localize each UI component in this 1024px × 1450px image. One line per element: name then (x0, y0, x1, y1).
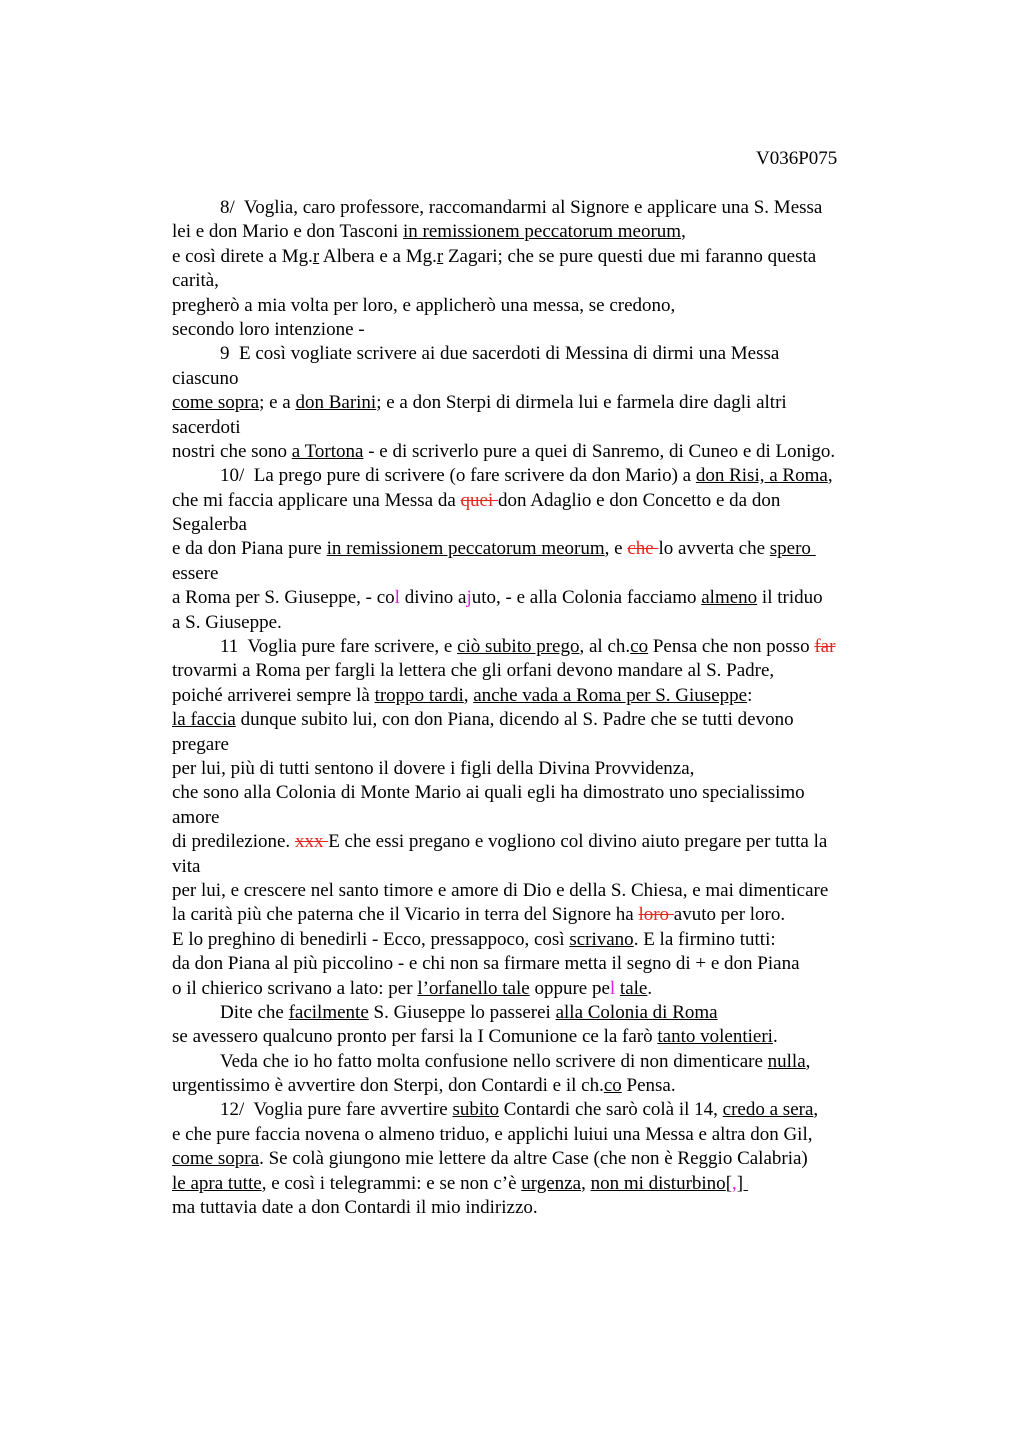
text-segment: , (581, 1172, 591, 1194)
text-segment: don Adaglio e don Concetto e da don (498, 489, 781, 511)
text-segment: 10/ La prego pure di scrivere (o fare scrivere da don Mario) a (220, 465, 696, 487)
text-segment: poiché arriverei sempre là (172, 684, 375, 706)
text-line (172, 684, 912, 708)
text-segment: oppure pe (529, 977, 610, 999)
text-segment: nostri che sono (172, 440, 292, 462)
underlined-text: in remissionem peccatorum meorum (403, 221, 682, 243)
text-line (172, 1074, 912, 1098)
text-segment: , (813, 1099, 819, 1121)
text-line (172, 440, 912, 464)
underlined-text: l’orfanello tale (417, 977, 530, 999)
text-segment: a Roma per S. Giuseppe, - co (172, 587, 395, 609)
text-segment: e così direte a Mg. (172, 245, 313, 267)
underlined-text: nulla (767, 1050, 806, 1072)
underlined-text: troppo tardi (374, 684, 464, 706)
text-segment: ; e a don Sterpi di dirmela lui e farmela dire dagli altri (376, 392, 787, 414)
text-line (172, 977, 912, 1001)
text-segment: urgentissimo è avvertire don Sterpi, don Contardi e il ch. (172, 1075, 604, 1097)
underlined-text: r (312, 245, 320, 267)
text-segment: vita (172, 855, 201, 877)
text-segment: 12/ Voglia pure fare avvertire (220, 1099, 453, 1121)
text-line (172, 1123, 912, 1147)
text-line (172, 1147, 912, 1171)
text-segment: e da don Piana pure (172, 538, 327, 560)
text-segment: Pensa. (621, 1075, 676, 1097)
underlined-text: don Risi, a Roma (695, 465, 828, 487)
text-segment: . (772, 1026, 778, 1048)
text-segment: Segalerba (172, 514, 247, 536)
underlined-text: credo a sera (722, 1099, 814, 1121)
underlined-text: anche vada a Roma per S. Giuseppe (473, 684, 748, 706)
underlined-text: don Barini (295, 392, 377, 414)
text-line (172, 1025, 912, 1049)
text-line (172, 1172, 912, 1196)
underlined-text: r (436, 245, 444, 267)
text-segment: , (681, 221, 686, 243)
text-line (172, 245, 912, 269)
text-segment: , e (604, 538, 628, 560)
text-line (172, 1001, 912, 1025)
underlined-text: almeno (701, 587, 758, 609)
underlined-text: spero (769, 538, 816, 560)
letter-body (172, 196, 912, 1220)
text-line (172, 830, 912, 854)
text-segment: : (747, 684, 753, 706)
text-segment: da don Piana al più piccolino - e chi non sa firmare metta il segno di + e don Piana (172, 953, 800, 975)
text-segment: , (805, 1050, 811, 1072)
text-segment: di predilezione. (172, 831, 295, 853)
text-segment: secondo loro intenzione - (172, 318, 365, 340)
underlined-text: facilmente (288, 1001, 369, 1023)
text-line (172, 367, 912, 391)
text-segment: lo avverta che (658, 538, 770, 560)
text-segment: ciascuno (172, 367, 239, 389)
text-line (172, 708, 912, 732)
text-line (172, 659, 912, 683)
text-segment: . E la firmino tutti: (633, 928, 776, 950)
inserted-text: j (466, 587, 472, 609)
text-segment: , al ch. (579, 636, 631, 658)
text-segment: - e di scriverlo pure a quei di Sanremo, di Cuneo e di Lonigo. (363, 440, 836, 462)
text-segment: dunque subito lui, con don Piana, dicendo al S. Padre che se tutti devono (235, 709, 794, 731)
text-segment: per lui, e crescere nel santo timore e amore di Dio e della S. Chiesa, e mai dimenticare (172, 879, 829, 901)
text-segment: S. Giuseppe lo passerei (368, 1001, 556, 1023)
inserted-text: , (732, 1172, 737, 1194)
deleted-text: far (814, 636, 836, 658)
text-segment: e che pure faccia novena o almeno triduo, e applichi luiui una Messa e altra don Gil, (172, 1123, 813, 1145)
text-line (172, 928, 912, 952)
underlined-text: ] (736, 1172, 748, 1194)
text-line (172, 220, 912, 244)
text-segment: lei e don Mario e don Tasconi (172, 221, 404, 243)
underlined-text: scrivano (569, 928, 634, 950)
text-line (172, 903, 912, 927)
text-segment: . (647, 977, 653, 999)
text-line (172, 781, 912, 805)
underlined-text: non mi disturbino (590, 1172, 726, 1194)
underlined-text: a Tortona (291, 440, 364, 462)
text-segment: 9 E così vogliate scrivere ai due sacerdoti di Messina di dirmi una Messa (220, 343, 780, 365)
underlined-text: le apra tutte (172, 1172, 262, 1194)
text-line (172, 1196, 912, 1220)
underlined-text: alla Colonia di Roma (555, 1001, 718, 1023)
text-segment: , (827, 465, 833, 487)
text-line (172, 269, 912, 293)
text-segment: carità, (172, 270, 219, 292)
text-segment: o il chierico scrivano a lato: per (172, 977, 418, 999)
text-segment: che sono alla Colonia di Monte Mario ai quali egli ha dimostrato uno specialissimo (172, 782, 805, 804)
text-segment: pregherò a mia volta per loro, e applicherò una messa, se credono, (172, 294, 676, 316)
text-line (172, 416, 912, 440)
text-segment: se avessero qualcuno pronto per farsi la I Comunione ce la farò (172, 1026, 658, 1048)
text-segment: che mi faccia applicare una Messa da (172, 489, 461, 511)
text-line (172, 196, 912, 220)
text-line (172, 342, 912, 366)
text-segment: a S. Giuseppe. (172, 611, 282, 633)
text-line (172, 586, 912, 610)
underlined-text: ciò subito prego (457, 636, 580, 658)
text-segment: divino a (399, 587, 467, 609)
text-line (172, 611, 912, 635)
text-line (172, 464, 912, 488)
underlined-text: [ (725, 1172, 733, 1194)
deleted-text: loro (638, 904, 674, 926)
text-line (172, 562, 912, 586)
text-line (172, 513, 912, 537)
text-segment: 8/ Voglia, caro professore, raccomandarmi al Signore e applicare una S. Messa (220, 197, 823, 218)
text-segment: la carità più che paterna che il Vicario in terra del Signore ha (172, 904, 639, 926)
text-segment: trovarmi a Roma per fargli la lettera che gli orfani devono mandare al S. Padre, (172, 660, 775, 682)
text-segment: Veda che io ho fatto molta confusione nello scrivere di non dimenticare (220, 1050, 768, 1072)
text-segment: E che essi pregano e vogliono col divino aiuto pregare per tutta la (328, 831, 828, 853)
text-segment: ma tuttavia date a don Contardi il mio indirizzo. (172, 1197, 538, 1219)
text-line (172, 1098, 912, 1122)
text-segment: ; e a (259, 392, 296, 414)
text-line (172, 733, 912, 757)
underlined-text: come sopra (172, 392, 260, 414)
inserted-text: l (394, 587, 400, 609)
underlined-text: la faccia (172, 709, 236, 731)
text-segment: Contardi che sarò colà il 14, (498, 1099, 723, 1121)
text-segment: il triduo (757, 587, 823, 609)
text-line (172, 635, 912, 659)
text-line (172, 489, 912, 513)
inserted-text: l (609, 977, 616, 999)
text-segment: E lo preghino di benedirli - Ecco, pressappoco, così (172, 928, 570, 950)
text-segment: , (463, 684, 474, 706)
text-segment: pregare (172, 733, 229, 755)
text-segment: per lui, più di tutti sentono il dovere i figli della Divina Provvidenza, (172, 757, 695, 779)
text-line (172, 757, 912, 781)
underlined-text: urgenza (521, 1172, 582, 1194)
text-line (172, 855, 912, 879)
text-line (172, 1050, 912, 1074)
text-segment: Albera e a Mg. (319, 245, 437, 267)
underlined-text: tanto volentieri (657, 1026, 773, 1048)
text-segment: , e così i telegrammi: e se non c’è (261, 1172, 522, 1194)
text-line (172, 391, 912, 415)
underlined-text: co (603, 1075, 622, 1097)
text-segment: 11 Voglia pure fare scrivere, e (220, 636, 458, 658)
underlined-text: in remissionem peccatorum meorum (326, 538, 605, 560)
deleted-text: quei (460, 489, 499, 511)
underlined-text: co (630, 636, 649, 658)
text-segment: Pensa che non posso (648, 636, 815, 658)
text-segment: uto, - e alla Colonia facciamo (471, 587, 702, 609)
text-segment: amore (172, 806, 220, 828)
document-id: V036P075 (756, 148, 838, 169)
text-segment: essere (172, 562, 219, 584)
text-line (172, 879, 912, 903)
text-segment: . Se colà giungono mie lettere da altre Case (che non è Reggio Calabria) (259, 1148, 808, 1170)
underlined-text: tale (619, 977, 648, 999)
text-line (172, 952, 912, 976)
text-line (172, 294, 912, 318)
text-segment: avuto per loro. (673, 904, 786, 926)
underlined-text: come sopra (172, 1148, 260, 1170)
text-line (172, 806, 912, 830)
underlined-text: subito (452, 1099, 499, 1121)
text-segment: Zagari; che se pure questi due mi faranno questa (443, 245, 817, 267)
text-segment: Dite che (220, 1001, 289, 1023)
deleted-text: xxx (294, 831, 329, 853)
text-line (172, 537, 912, 561)
deleted-text: che (627, 538, 659, 560)
text-segment: sacerdoti (172, 416, 241, 438)
text-line (172, 318, 912, 342)
